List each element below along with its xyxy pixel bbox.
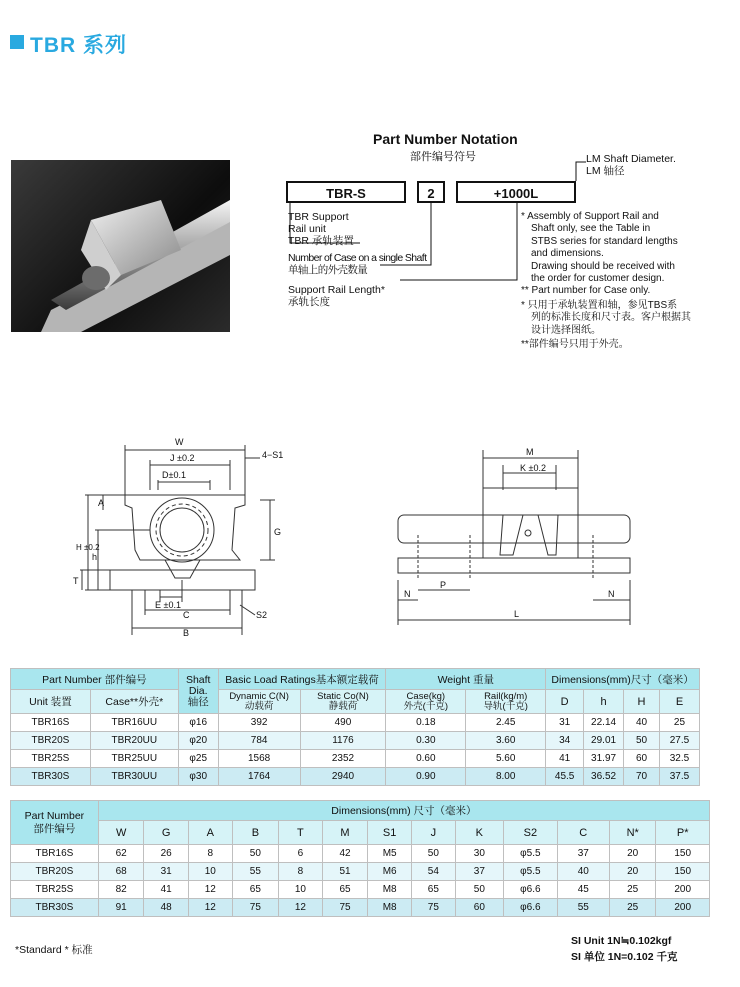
table-cell: 31 <box>546 714 584 732</box>
dim-label-a: A <box>98 498 105 508</box>
table-cell: 0.18 <box>386 714 466 732</box>
table-cell: 20 <box>609 863 656 881</box>
table-cell: 30 <box>455 845 503 863</box>
table-cell: 55 <box>232 863 279 881</box>
notation-title: Part Number Notation <box>373 131 518 147</box>
table-cell: φ30 <box>178 768 218 786</box>
table-row <box>11 899 710 917</box>
table-cell: φ20 <box>178 732 218 750</box>
t2-col-header: S1 <box>368 821 412 845</box>
table-cell: 29.01 <box>584 732 624 750</box>
rail-length-label: Support Rail Length* 承轨长度 <box>288 284 385 308</box>
table-cell: 27.5 <box>659 732 699 750</box>
table-cell: 2940 <box>300 768 386 786</box>
table-cell: φ16 <box>178 714 218 732</box>
dim-label-m: M <box>526 447 534 457</box>
table-row <box>11 750 700 768</box>
table-row <box>11 863 710 881</box>
table-cell: 40 <box>624 714 660 732</box>
table-cell: 42 <box>322 845 368 863</box>
table-cell: 200 <box>656 899 710 917</box>
table-cell: 51 <box>322 863 368 881</box>
table-cell: 50 <box>455 881 503 899</box>
table-cell: TBR25S <box>11 881 99 899</box>
table-cell: φ5.5 <box>504 845 558 863</box>
spec-table-1 <box>10 668 700 786</box>
t2-col-header: N* <box>609 821 656 845</box>
t2-head-part-number: Part Number 部件编号 <box>11 801 99 845</box>
t1-head-shaft: Shaft Dia. 轴径 <box>178 669 218 714</box>
table-cell: TBR20UU <box>90 732 178 750</box>
dim-label-p: P <box>440 580 447 590</box>
dim-label-h: h <box>92 552 98 562</box>
table-cell: 1764 <box>218 768 300 786</box>
dim-label-s1: 4−S1 <box>262 450 284 460</box>
table-cell: 150 <box>656 863 710 881</box>
table-cell: 26 <box>144 845 189 863</box>
table-cell: 34 <box>546 732 584 750</box>
spec-table-2 <box>10 800 710 917</box>
t2-col-header: K <box>455 821 503 845</box>
table-cell: 3.60 <box>466 732 546 750</box>
table-cell: 12 <box>188 899 232 917</box>
table-cell: 37 <box>557 845 609 863</box>
table-cell: 20 <box>609 845 656 863</box>
t1-head-dynamic: Dynamic C(N) 动载荷 <box>218 690 300 714</box>
table-cell: 490 <box>300 714 386 732</box>
si-unit-note-cn: SI 单位 1N=0.102 千克 <box>571 951 678 963</box>
table-cell: 25 <box>609 881 656 899</box>
table-row <box>11 714 700 732</box>
lm-shaft-label: LM Shaft Diameter. LM 轴径 <box>586 153 676 177</box>
table-cell: φ5.5 <box>504 863 558 881</box>
table-cell: 82 <box>98 881 144 899</box>
table-cell: 55 <box>557 899 609 917</box>
table-cell: 65 <box>232 881 279 899</box>
dim-label-s2: S2 <box>256 610 268 620</box>
table-cell: 54 <box>412 863 456 881</box>
t2-col-header: T <box>279 821 323 845</box>
product-photo <box>11 160 230 332</box>
t1-head-weight: Weight 重量 <box>386 669 546 690</box>
table-cell: 6 <box>279 845 323 863</box>
t2-col-header: J <box>412 821 456 845</box>
t2-col-header: A <box>188 821 232 845</box>
table-cell: 1568 <box>218 750 300 768</box>
table-cell: M6 <box>368 863 412 881</box>
dim-label-j: J ±0.2 <box>170 453 195 463</box>
front-view-drawing <box>70 430 300 640</box>
page-title: TBR 系列 <box>30 34 127 57</box>
table-cell: 8.00 <box>466 768 546 786</box>
table-cell: 0.30 <box>386 732 466 750</box>
table-cell: 2.45 <box>466 714 546 732</box>
table-cell: 10 <box>188 863 232 881</box>
table-cell: 75 <box>412 899 456 917</box>
t1-head-e: E <box>659 690 699 714</box>
table-cell: 70 <box>624 768 660 786</box>
table-cell: 50 <box>232 845 279 863</box>
table-cell: TBR16UU <box>90 714 178 732</box>
table-row <box>11 881 710 899</box>
title-square-icon <box>10 35 24 49</box>
case-count-label: Number of Case on a single Shaft 单轴上的外壳数量 <box>288 252 427 276</box>
table-cell: 31 <box>144 863 189 881</box>
dim-label-k: K ±0.2 <box>520 463 546 473</box>
dim-label-d: D±0.1 <box>162 470 186 480</box>
t1-head-unit: Unit 装置 <box>11 690 91 714</box>
table-cell: 50 <box>624 732 660 750</box>
table-cell: 5.60 <box>466 750 546 768</box>
notation-box-count: 2 <box>417 181 445 203</box>
t2-col-header: P* <box>656 821 710 845</box>
dim-label-w: W <box>175 437 184 447</box>
t1-head-d: D <box>546 690 584 714</box>
table-cell: 200 <box>656 881 710 899</box>
tbr-support-label: TBR Support Rail unit TBR 承轨装置 <box>288 211 354 247</box>
table-cell: φ6.6 <box>504 899 558 917</box>
table-cell: 8 <box>188 845 232 863</box>
table-cell: 65 <box>412 881 456 899</box>
table-cell: 0.60 <box>386 750 466 768</box>
side-view-drawing <box>388 440 638 630</box>
dim-label-g: G <box>274 527 282 537</box>
table-cell: 50 <box>412 845 456 863</box>
table-cell: 60 <box>624 750 660 768</box>
table-cell: 25 <box>609 899 656 917</box>
table-cell: 41 <box>546 750 584 768</box>
table-cell: 1176 <box>300 732 386 750</box>
dim-label-n-left: N <box>404 589 411 599</box>
table-cell: 48 <box>144 899 189 917</box>
dim-label-c: C <box>183 610 190 620</box>
t2-col-header: S2 <box>504 821 558 845</box>
t2-col-header: C <box>557 821 609 845</box>
table-cell: 8 <box>279 863 323 881</box>
notation-subtitle: 部件编号符号 <box>410 151 476 163</box>
table-cell: 392 <box>218 714 300 732</box>
table-cell: TBR25UU <box>90 750 178 768</box>
table-cell: 2352 <box>300 750 386 768</box>
standard-note: *Standard * 标准 <box>15 944 93 956</box>
dim-label-h-upper: H ±0.2 <box>76 543 100 552</box>
table-cell: 45 <box>557 881 609 899</box>
t1-head-h-small: h <box>584 690 624 714</box>
notation-box-length: +1000L <box>456 181 576 203</box>
dim-label-l: L <box>514 609 520 619</box>
table-cell: 784 <box>218 732 300 750</box>
table-cell: 12 <box>188 881 232 899</box>
t1-head-load: Basic Load Ratings基本额定载荷 <box>218 669 386 690</box>
table-cell: 60 <box>455 899 503 917</box>
t1-head-rail-kg: Rail(kg/m) 导轨(千克) <box>466 690 546 714</box>
table-cell: TBR30S <box>11 899 99 917</box>
t2-head-dims: Dimensions(mm) 尺寸（毫米） <box>98 801 709 821</box>
si-unit-note: SI Unit 1N≒0.102kgf <box>571 935 672 947</box>
table-cell: 12 <box>279 899 323 917</box>
table-row <box>11 768 700 786</box>
t2-col-header: G <box>144 821 189 845</box>
t1-head-h-big: H <box>624 690 660 714</box>
table-cell: TBR30S <box>11 768 91 786</box>
t1-head-case: Case**外壳* <box>90 690 178 714</box>
table-cell: 40 <box>557 863 609 881</box>
table-cell: 41 <box>144 881 189 899</box>
table-cell: 10 <box>279 881 323 899</box>
dim-label-n-right: N <box>608 589 615 599</box>
notation-notes: * Assembly of Support Rail and Shaft only, see the Table in STBS series for standard lengths and dimensions. Drawing should be received with the order for customer design. ** Part number for Case only. * 只用于承轨装置和轴，参见TBS系 列的标准长度和尺寸表。客户根据其 设计选择图纸。 **部件编号只用于外壳。 <box>521 211 691 351</box>
table-cell: TBR25S <box>11 750 91 768</box>
table-cell: 31.97 <box>584 750 624 768</box>
dim-label-b: B <box>183 628 190 638</box>
table-cell: TBR30UU <box>90 768 178 786</box>
table-cell: TBR16S <box>11 845 99 863</box>
table-cell: 32.5 <box>659 750 699 768</box>
table-cell: 75 <box>322 899 368 917</box>
table-cell: 36.52 <box>584 768 624 786</box>
table-cell: 37.5 <box>659 768 699 786</box>
table-cell: φ25 <box>178 750 218 768</box>
table-cell: 62 <box>98 845 144 863</box>
table-row <box>11 732 700 750</box>
table-cell: 65 <box>322 881 368 899</box>
table-cell: M8 <box>368 881 412 899</box>
t2-col-header: B <box>232 821 279 845</box>
table-cell: 45.5 <box>546 768 584 786</box>
t1-head-dims: Dimensions(mm)尺寸（毫米） <box>546 669 700 690</box>
t1-head-case-kg: Case(kg) 外壳(千克) <box>386 690 466 714</box>
table-cell: 68 <box>98 863 144 881</box>
t2-col-header: M <box>322 821 368 845</box>
t2-col-header: W <box>98 821 144 845</box>
table-row <box>11 845 710 863</box>
table-cell: 0.90 <box>386 768 466 786</box>
t1-head-static: Static Co(N) 静载荷 <box>300 690 386 714</box>
table-cell: 37 <box>455 863 503 881</box>
table-cell: M5 <box>368 845 412 863</box>
table-cell: φ6.6 <box>504 881 558 899</box>
table-cell: 75 <box>232 899 279 917</box>
table-cell: TBR16S <box>11 714 91 732</box>
table-cell: TBR20S <box>11 863 99 881</box>
table-cell: M8 <box>368 899 412 917</box>
table-cell: 150 <box>656 845 710 863</box>
dim-label-t: T <box>73 576 79 586</box>
table-cell: 25 <box>659 714 699 732</box>
dim-label-e: E ±0.1 <box>155 600 181 610</box>
t1-head-part-number: Part Number 部件编号 <box>11 669 179 690</box>
notation-box-model: TBR-S <box>286 181 406 203</box>
table-cell: 22.14 <box>584 714 624 732</box>
table-cell: 91 <box>98 899 144 917</box>
table-cell: TBR20S <box>11 732 91 750</box>
